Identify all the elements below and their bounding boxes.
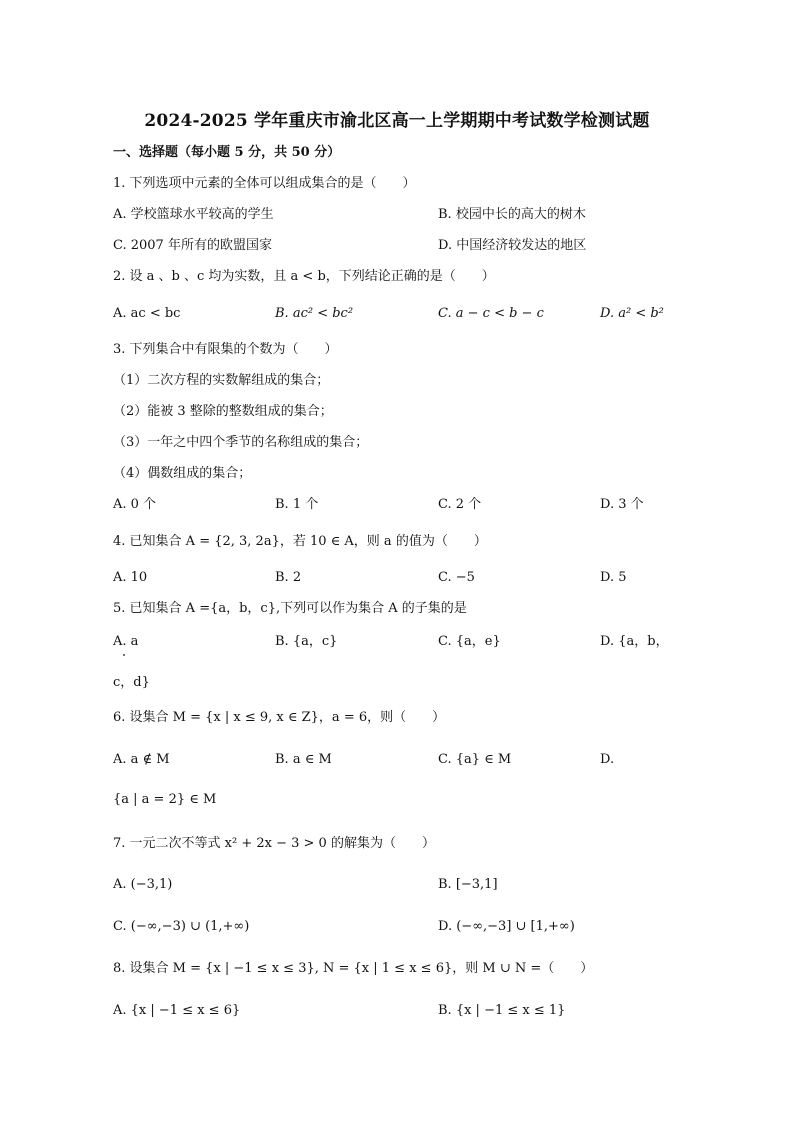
- question-3-option-b: B. 1 个: [275, 497, 319, 512]
- question-5-option-d-continued: c，d}: [113, 675, 150, 690]
- question-3-option-c: C. 2 个: [438, 497, 482, 512]
- question-6-stem: 6. 设集合 M = {x | x ≤ 9, x ∈ Z}，a = 6，则（ ）: [113, 710, 446, 725]
- question-7-option-c: C. (−∞,−3) ∪ (1,+∞): [113, 919, 250, 934]
- question-8-stem: 8. 设集合 M = {x | −1 ≤ x ≤ 3}, N = {x | 1 ≤ x ≤ 6}，则 M ∪ N =（ ）: [113, 961, 594, 976]
- question-3-statement-2: （2）能被 3 整除的整数组成的集合；: [113, 404, 333, 419]
- question-8-option-a: A. {x | −1 ≤ x ≤ 6}: [113, 1003, 241, 1018]
- question-4-option-b: B. 2: [275, 570, 302, 585]
- question-3-stem: 3. 下列集合中有限集的个数为（ ）: [113, 342, 338, 357]
- question-1-stem: 1. 下列选项中元素的全体可以组成集合的是（ ）: [113, 176, 416, 191]
- question-7-stem: 7. 一元二次不等式 x² + 2x − 3 > 0 的解集为（ ）: [113, 836, 435, 851]
- section-heading: 一、选择题（每小题 5 分，共 50 分）: [113, 145, 341, 160]
- stray-dot: [123, 654, 125, 656]
- question-2-option-d: D. a² < b²: [600, 306, 664, 321]
- question-6-option-d-continued: {a | a = 2} ∈ M: [113, 792, 217, 807]
- question-1-option-b: B. 校园中长的高大的树木: [438, 207, 586, 222]
- question-7-option-d: D. (−∞,−3] ∪ [1,+∞): [438, 919, 575, 934]
- question-6-option-a: A. a ∉ M: [113, 752, 170, 767]
- question-5-stem: 5. 已知集合 A ={a，b，c},下列可以作为集合 A 的子集的是: [113, 601, 467, 616]
- question-1-option-a: A. 学校篮球水平较高的学生: [113, 207, 274, 222]
- question-3-option-a: A. 0 个: [113, 497, 157, 512]
- question-3-statement-1: （1）二次方程的实数解组成的集合；: [113, 373, 330, 388]
- question-6-option-b: B. a ∈ M: [275, 752, 332, 767]
- question-5-option-c: C. {a，e}: [438, 634, 501, 649]
- question-7-option-a: A. (−3,1): [113, 877, 173, 892]
- question-3-option-d: D. 3 个: [600, 497, 644, 512]
- question-4-stem: 4. 已知集合 A = {2, 3, 2a}，若 10 ∈ A，则 a 的值为（ ）: [113, 534, 487, 549]
- question-5-option-d: D. {a，b，: [600, 634, 669, 649]
- question-6-option-d: D.: [600, 752, 615, 767]
- question-4-option-d: D. 5: [600, 570, 627, 585]
- question-2-stem: 2. 设 a 、b 、c 均为实数，且 a < b，下列结论正确的是（ ）: [113, 269, 495, 284]
- question-4-option-a: A. 10: [113, 570, 148, 585]
- question-3-statement-4: （4）偶数组成的集合；: [113, 466, 252, 481]
- question-8-option-b: B. {x | −1 ≤ x ≤ 1}: [438, 1003, 566, 1018]
- question-4-option-c: C. −5: [438, 570, 475, 585]
- question-7-option-b: B. [−3,1]: [438, 877, 498, 892]
- question-3-statement-3: （3）一年之中四个季节的名称组成的集合；: [113, 435, 369, 450]
- question-6-option-c: C. {a} ∈ M: [438, 752, 512, 767]
- question-2-option-c: C. a − c < b − c: [438, 306, 544, 321]
- question-5-option-b: B. {a，c}: [275, 634, 338, 649]
- question-2-option-a: A. ac < bc: [113, 306, 181, 321]
- question-5-option-a: A. a: [113, 634, 139, 649]
- question-2-option-b: B. ac² < bc²: [275, 306, 354, 321]
- question-1-option-c: C. 2007 年所有的欧盟国家: [113, 238, 272, 253]
- question-1-option-d: D. 中国经济较发达的地区: [438, 238, 587, 253]
- page-title: 2024-2025 学年重庆市渝北区高一上学期期中考试数学检测试题: [144, 111, 650, 131]
